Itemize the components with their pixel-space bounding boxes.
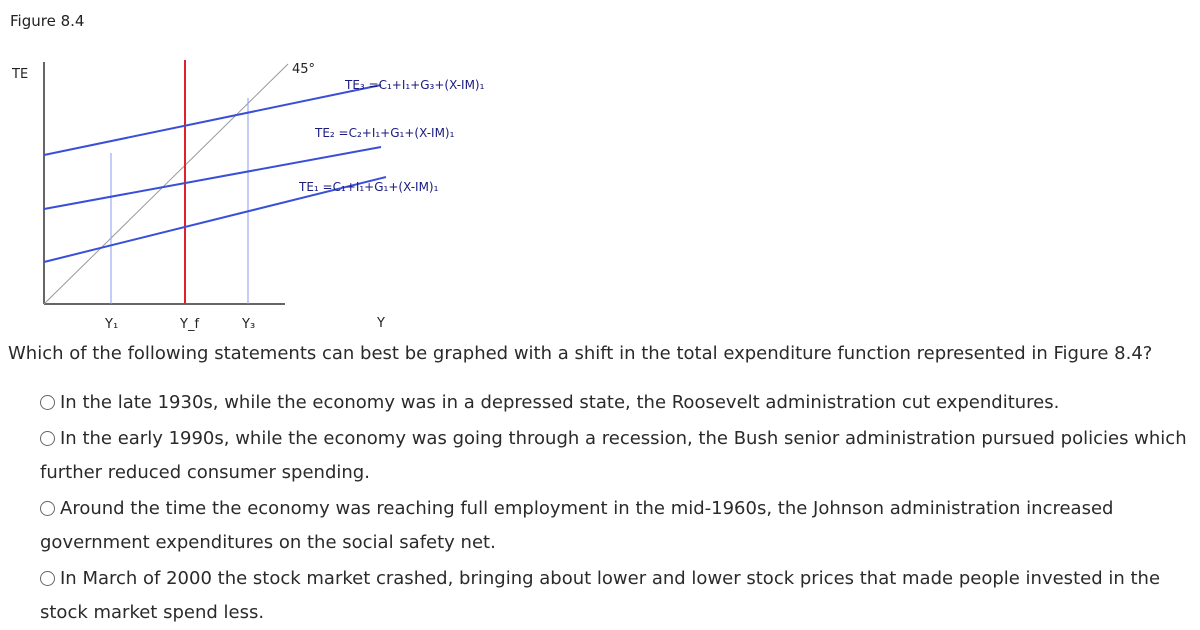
- option-text: Around the time the economy was reaching full employment in the mid-1960s, the Johnson administration increased government expenditures on the social safety net.: [40, 498, 1114, 553]
- x-tick-yf: Y_f: [180, 317, 200, 332]
- te1-label: TE₁ =C₁+I₁+G₁+(X-IM)₁: [299, 180, 439, 194]
- question-text: Which of the following statements can best be graphed with a shift in the total expenditure function represented in Figure 8.4?: [8, 343, 1153, 364]
- option-text: In March of 2000 the stock market crashed, bringing about lower and lower stock prices that made people invested in the stock market spend less.: [40, 568, 1161, 623]
- answer-option-3[interactable]: [40, 492, 1190, 560]
- diagonal-45-line: [44, 64, 288, 304]
- option-text: In the late 1930s, while the economy was in a depressed state, the Roosevelt administration cut expenditures.: [60, 392, 1060, 413]
- figure-caption: Figure 8.4: [10, 12, 85, 30]
- te3-label: TE₃ =C₁+I₁+G₃+(X-IM)₁: [345, 78, 485, 92]
- radio-button[interactable]: [40, 571, 55, 586]
- te2-label: TE₂ =C₂+I₁+G₁+(X-IM)₁: [315, 126, 455, 140]
- angle-label: 45°: [292, 62, 316, 77]
- x-axis-label: Y: [377, 316, 385, 331]
- radio-button[interactable]: [40, 501, 55, 516]
- te3-line: [44, 85, 381, 155]
- radio-button[interactable]: [40, 431, 55, 446]
- radio-button[interactable]: [40, 395, 55, 410]
- answer-options: [40, 386, 1190, 630]
- te2-line: [44, 147, 381, 209]
- option-text: In the early 1990s, while the economy was going through a recession, the Bush senior administration pursued policies which further reduced consumer spending.: [40, 428, 1187, 483]
- answer-option-2[interactable]: [40, 422, 1190, 490]
- y-axis-label: TE: [12, 67, 29, 82]
- answer-option-1[interactable]: [40, 386, 1190, 420]
- x-tick-y1: Y₁: [105, 317, 119, 332]
- x-tick-y3: Y₃: [242, 317, 256, 332]
